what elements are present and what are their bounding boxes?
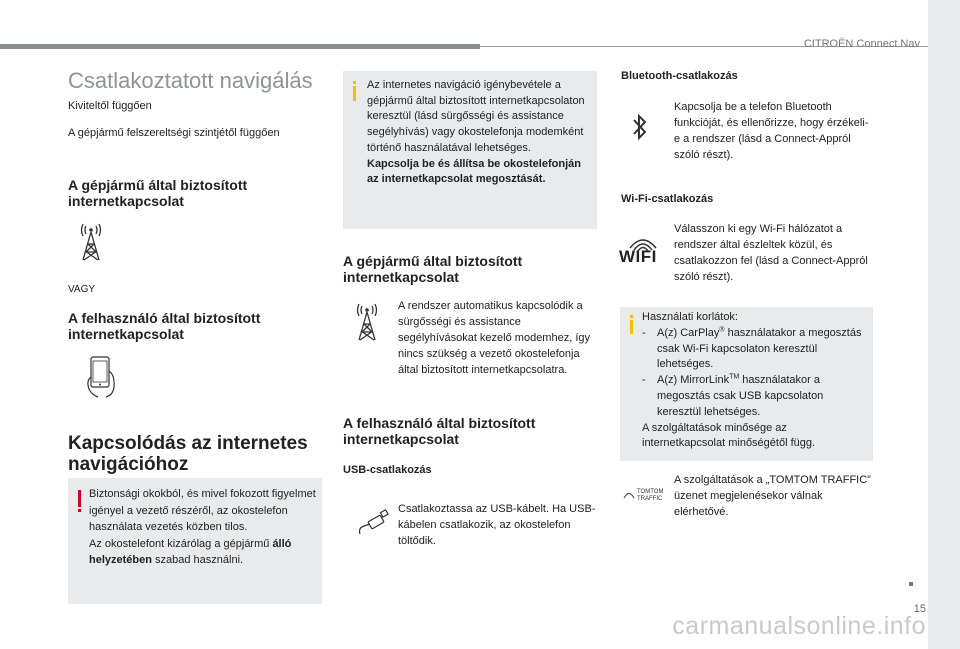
limit1-end: használatakor a megosztás csak Wi-Fi kapcsolaton keresztül lehetséges. <box>657 326 862 371</box>
smartphone-hand-icon <box>82 355 122 399</box>
tomtom-icon-line2: TRAFFIC <box>637 495 663 502</box>
vehicle-connection-text: A rendszer automatikus kapcsolódik a sürgősségi és assistance segélyhívásokat kezelő modemhez, így nincs szükség a vezető okostelefonja által biztosított internetkapcsolatra. <box>398 300 590 376</box>
main-heading: Kapcsolódás az internetes navigációhoz <box>68 433 308 475</box>
usb-cable-icon <box>356 506 390 540</box>
or-label: VAGY <box>68 284 96 295</box>
limits-info-icon <box>630 320 633 334</box>
page-side-strip <box>928 0 960 649</box>
usb-label: USB-csatlakozás <box>343 464 432 476</box>
warning-sentence: Biztonsági okokból, és mivel fokozott figyelmet igényel a vezető részéről, az okostelefon használata vezetés közben tilos. <box>89 488 316 533</box>
limit-item-carplay: - A(z) CarPlay® használatakor a megosztás csak Wi-Fi kapcsolaton keresztül lehetséges. <box>642 326 862 371</box>
usb-text: Csatlakoztassa az USB-kábelt. Ha USB-kábelen csatlakozik, az okostelefon töltődik. <box>398 503 596 547</box>
limits-footer: A szolgáltatások minősége az internetkapcsolat minőségétől függ. <box>642 421 816 450</box>
wifi-icon-text: WIFI <box>619 247 657 266</box>
info-icon <box>353 86 356 101</box>
warning-emphasis: álló helyzetében <box>89 537 292 566</box>
limit2-sup: TM <box>729 373 740 381</box>
brand-header: CITROËN Connect Nav <box>803 38 920 50</box>
watermark: carmanualsonline.info <box>672 612 926 640</box>
bluetooth-icon <box>630 112 650 142</box>
page-marker <box>909 582 913 586</box>
warning-sentence-2: Az okostelefont kizárólag a gépjármű <box>89 537 273 550</box>
availability-note: Kiviteltől függően <box>68 100 152 112</box>
warning-box <box>68 478 322 604</box>
tomtom-text: A szolgáltatások a „TOMTOM TRAFFIC” üzenet megjelenésekor válnak elérhetővé. <box>674 474 871 518</box>
heading-vehicle-connection-2: A gépjármű által biztosított internetkapcsolat <box>343 253 523 285</box>
page-number: 15 <box>913 603 926 615</box>
limit-item-mirrorlink: - A(z) MirrorLink™ használatakor a megosztás csak USB kapcsolaton keresztül lehetséges. <box>642 373 824 418</box>
warning-text <box>89 486 317 569</box>
warning-sentence-2-end: szabad használni. <box>151 554 244 566</box>
info-box <box>343 71 597 229</box>
bluetooth-label: Bluetooth-csatlakozás <box>621 70 738 82</box>
limit2-end: használatakor a megosztás csak USB kapcsolaton keresztül lehetséges. <box>657 374 824 418</box>
limits-box <box>620 307 873 461</box>
limits-text <box>642 310 867 452</box>
limit1-sup: ® <box>719 326 725 334</box>
header-bar <box>0 44 480 49</box>
warning-icon <box>78 490 81 507</box>
tomtom-icon-text <box>637 489 663 502</box>
antenna-icon-2 <box>350 302 384 342</box>
limits-title: Használati korlátok: <box>642 311 738 323</box>
antenna-icon <box>74 222 108 262</box>
heading-user-connection: A felhasználó által biztosított internetkapcsolat <box>68 310 261 342</box>
info-text <box>367 78 591 188</box>
info-emphasis: Kapcsolja be és állítsa be okostelefonján az internetkapcsolat megosztását. <box>367 157 581 186</box>
page-title: Csatlakoztatott navigálás <box>68 68 313 93</box>
wifi-label: Wi-Fi-csatlakozás <box>621 193 714 205</box>
wifi-text: Válasszon ki egy Wi-Fi hálózatot a rendszer által észleltek közül, és csatlakozzon fel (lásd a Connect-Appról szóló részt). <box>674 223 868 283</box>
tomtom-icon <box>622 490 636 500</box>
tomtom-icon-line1: TOMTOM <box>637 489 664 495</box>
bluetooth-text: Kapcsolja be a telefon Bluetooth funkcióját, és ellenőrizze, hogy érzékeli-e a rendszer (lásd a Connect-Appról szóló részt). <box>674 101 869 161</box>
info-sentence: Az internetes navigáció igénybevétele a gépjármű által biztosított internetkapcsolaton keresztül (lásd sürgősségi és assistance segélyhívás) vagy okostelefonja modemként történő használatával lehetséges. <box>367 79 585 154</box>
heading-user-connection-2: A felhasználó által biztosított internetkapcsolat <box>343 415 536 447</box>
heading-vehicle-connection: A gépjármű által biztosított internetkapcsolat <box>68 177 248 209</box>
limit1-start: A(z) CarPlay <box>657 326 720 339</box>
limit2-start: A(z) MirrorLink <box>657 374 730 387</box>
equipment-note: A gépjármű felszereltségi szintjétől függően <box>68 127 280 139</box>
